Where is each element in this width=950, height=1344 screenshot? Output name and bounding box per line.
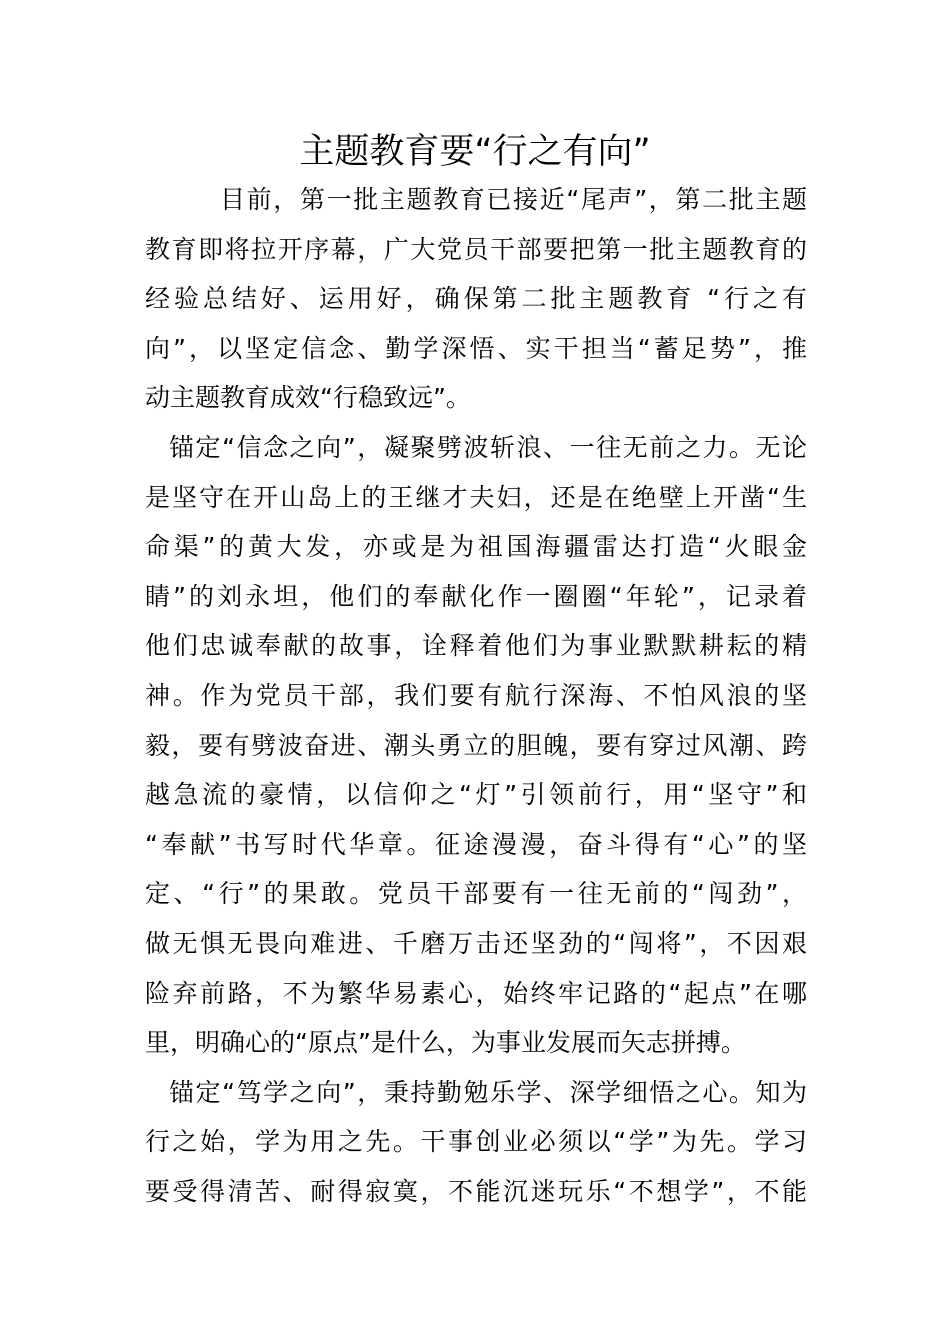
text-line: 命渠”的黄大发，亦或是为祖国海疆雷达打造“火眼金 <box>145 532 807 562</box>
text-line: 越急流的豪情，以信仰之“灯”引领前行，用“坚守”和 <box>145 780 807 810</box>
text-line: 里，明确心的“原点”是什么，为事业发展而矢志拼搏。 <box>145 1028 746 1058</box>
text-line: 毅，要有劈波奋进、潮头勇立的胆魄，要有穿过风潮、跨 <box>145 730 807 760</box>
text-line: 锚定“笃学之向”，秉持勤勉乐学、深学细悟之心。知为 <box>169 1077 807 1107</box>
text-line: 锚定“信念之向”，凝聚劈波斩浪、一往无前之力。无论 <box>169 432 807 462</box>
text-line: 行之始，学为用之先。干事创业必须以“学”为先。学习 <box>145 1127 807 1157</box>
text-line: “奉献”书写时代华章。征途漫漫，奋斗得有“心”的坚 <box>145 829 807 859</box>
text-line: 动主题教育成效“行稳致远”。 <box>145 383 471 413</box>
text-line: 要受得清苦、耐得寂寞，不能沉迷玩乐“不想学”，不能 <box>145 1176 807 1206</box>
text-line: 神。作为党员干部，我们要有航行深海、不怕风浪的坚 <box>145 680 807 710</box>
document-title: 主题教育要“行之有向” <box>299 132 651 172</box>
paragraph-3 <box>145 1068 807 1217</box>
text-line: 睛”的刘永坦，他们的奉献化作一圈圈“年轮”，记录着 <box>145 581 807 611</box>
text-line: 险弃前路，不为繁华易素心，始终牢记路的“起点”在哪 <box>145 978 807 1008</box>
document-body <box>145 175 807 1216</box>
paragraph-2 <box>145 423 807 1068</box>
text-line: 经验总结好、运用好，确保第二批主题教育 “行之有 <box>145 284 807 314</box>
text-line: 做无惧无畏向难进、千磨万击还坚劲的“闯将”，不因艰 <box>145 928 807 958</box>
paragraph-1 <box>145 175 807 423</box>
text-line: 定、“行”的果敢。党员干部要有一往无前的“闯劲”， <box>145 879 807 909</box>
text-line: 他们忠诚奉献的故事，诠释着他们为事业默默耕耘的精 <box>145 631 807 661</box>
text-line: 是坚守在开山岛上的王继才夫妇，还是在绝壁上开凿“生 <box>145 482 807 512</box>
text-line: 目前，第一批主题教育已接近“尾声”，第二批主题 <box>220 185 807 214</box>
text-line: 向”，以坚定信念、勤学深悟、实干担当“蓄足势”，推 <box>145 333 807 363</box>
text-line: 教育即将拉开序幕，广大党员干部要把第一批主题教育的 <box>145 234 807 264</box>
